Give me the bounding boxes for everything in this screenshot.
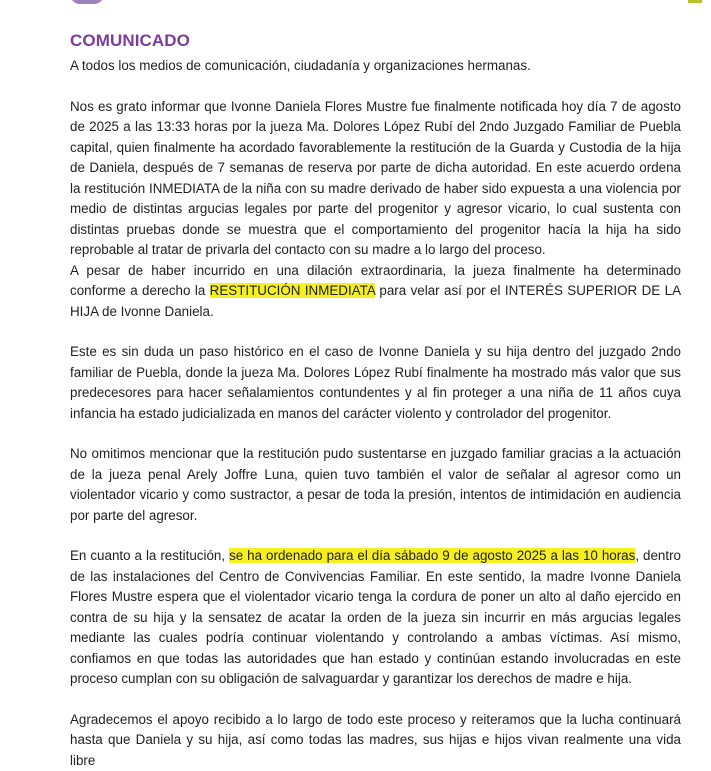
greeting-paragraph: A todos los medios de comunicación, ciudadanía y organizaciones hermanas. — [70, 56, 681, 77]
document-title: COMUNICADO — [70, 31, 681, 51]
paragraph-spacer — [70, 77, 681, 97]
paragraph-spacer — [70, 322, 681, 342]
paragraph-historic-step: Este es sin duda un paso histórico en el caso de Ivonne Daniela y su hija dentro del juzgado 2ndo familiar de Puebla, donde la jueza Ma. Dolores López Rubí finalmente ha mostrado más valor que sus predecesores para hacer señalamientos contundentes y al fin proteger a una niña de 11 años cuya infancia ha estado judicializada en manos del carácter violento y controlador del progenitor. — [70, 342, 681, 424]
paragraph-penal-judge: No omitimos mencionar que la restitución pudo sustentarse en juzgado familiar gracias a la actuación de la jueza penal Arely Joffre Luna, quien tuvo también el valor de señalar al agresor como un violentador vicario y como sustractor, a pesar de toda la presión, intentos de intimidación en audiencia por parte del agresor. — [70, 444, 681, 526]
highlighted-text: se ha ordenado para el día sábado 9 de agosto 2025 a las 10 horas — [229, 548, 635, 563]
document-body — [70, 31, 681, 771]
paragraph-spacer — [70, 526, 681, 546]
letterhead-accent-fragment — [688, 0, 702, 3]
paragraph-thanks: Agradecemos el apoyo recibido a lo largo de todo este proceso y reiteramos que la lucha continuará hasta que Daniela y su hija, así como todas las madres, sus hijas e hijos vivan realmente una vida libre — [70, 710, 681, 771]
paragraph-restitution-ruling — [70, 261, 681, 323]
highlighted-text: RESTITUCIÓN INMEDIATA — [210, 283, 375, 298]
paragraph-text: , dentro de las instalaciones del Centro de Convivencias Familiar. En este sentido, la madre Ivonne Daniela Flores Mustre espera que el violentador vicario tenga la cordura de poner un alto al daño ejercido en contra de su hija y la sensatez de acatar la orden de la jueza sin incurrir en más argucias legales mediante las cuales podría continuar violentando y controlando a ambas víctimas. Así mismo, confiamos en que todas las autoridades que han estado y continúan estando involucradas en este proceso cumplan con su obligación de salvaguardar y garantizar los derechos de madre e hija. — [70, 548, 681, 686]
paragraph-text: para velar así por el INTERÉS SUPERIOR DE LA HIJA de Ivonne Daniela. — [70, 283, 681, 319]
paragraph-text: A pesar de haber incurrido en una dilación extraordinaria, la jueza finalmente ha determinado conforme a derecho la — [70, 263, 681, 299]
paragraph-text: En cuanto a la restitución, — [70, 548, 229, 563]
paragraph-notification: Nos es grato informar que Ivonne Daniela Flores Mustre fue finalmente notificada hoy día 7 de agosto de 2025 a las 13:33 horas por la jueza Ma. Dolores López Rubí del 2ndo Juzgado Familiar de Puebla capital, quien finalmente ha acordado favorablemente la restitución de la Guarda y Custodia de la hija de Daniela, después de 7 semanas de reserva por parte de dicha autoridad. En este acuerdo ordena la restitución INMEDIATA de la niña con su madre derivado de haber sido expuesta a una violencia por medio de distintas argucias legales por parte del progenitor y agresor vicario, lo cual sustenta con distintas pruebas donde se muestra que el comportamiento del progenitor hacía la hija ha sido reprobable al tratar de privarla del contacto con su madre a lo largo del proceso. — [70, 97, 681, 261]
paragraph-spacer — [70, 424, 681, 444]
paragraph-restitution-date — [70, 546, 681, 690]
letterhead-logo-fragment — [70, 0, 104, 4]
